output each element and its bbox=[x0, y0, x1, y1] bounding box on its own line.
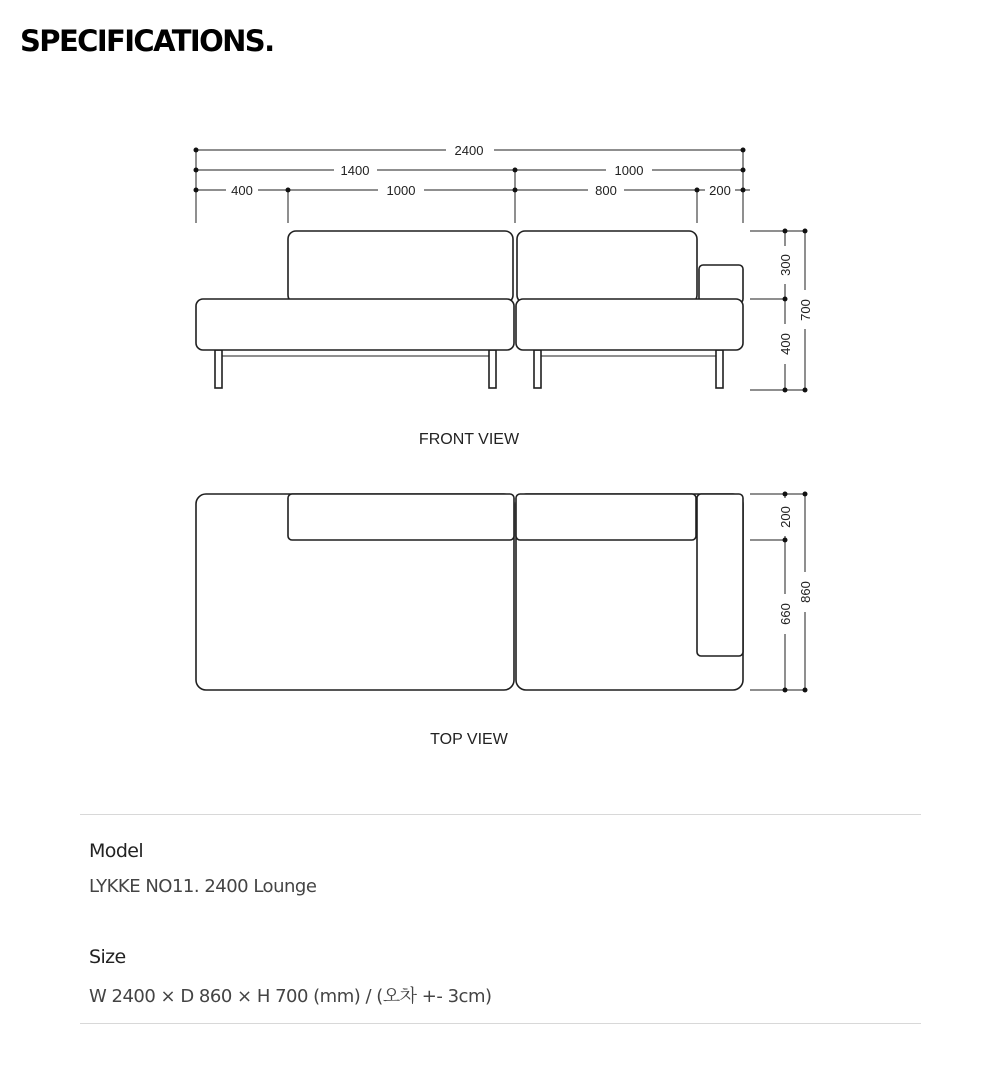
model-value: LYKKE NO11. 2400 Lounge bbox=[89, 876, 317, 897]
dim-right-module: 1000 bbox=[614, 163, 644, 178]
model-label: Model bbox=[89, 840, 144, 862]
dim-seat-height: 400 bbox=[778, 333, 793, 355]
top-view-sofa bbox=[196, 494, 743, 690]
size-value: W 2400 × D 860 × H 700 (mm) / (오차 +- 3cm) bbox=[89, 986, 492, 1007]
dim-total-depth: 860 bbox=[798, 581, 813, 603]
dim-total-height: 700 bbox=[798, 299, 813, 321]
size-label: Size bbox=[89, 946, 126, 968]
dim-left-module: 1400 bbox=[340, 163, 370, 178]
leg bbox=[215, 350, 222, 388]
front-view-sofa bbox=[196, 231, 743, 388]
armrest-top bbox=[697, 494, 743, 656]
front-view-label: FRONT VIEW bbox=[418, 431, 520, 448]
top-depth-dimensions bbox=[750, 492, 813, 693]
dim-overall-width: 2400 bbox=[454, 143, 484, 158]
leg bbox=[489, 350, 496, 388]
divider bbox=[80, 1023, 921, 1024]
left-seat-cushion bbox=[196, 299, 514, 350]
dim-right-back: 800 bbox=[595, 183, 617, 198]
divider bbox=[80, 814, 921, 815]
dim-chaise-extension: 400 bbox=[231, 183, 253, 198]
dim-back-height: 300 bbox=[778, 254, 793, 276]
page-title: SPECIFICATIONS. bbox=[20, 24, 274, 58]
dim-back-depth: 200 bbox=[778, 506, 793, 528]
dim-seat-depth: 660 bbox=[778, 603, 793, 625]
left-back-cushion bbox=[288, 231, 513, 303]
armrest bbox=[699, 265, 743, 303]
leg bbox=[716, 350, 723, 388]
front-width-dimensions bbox=[194, 143, 751, 223]
right-back-cushion bbox=[517, 231, 697, 303]
top-view-label: TOP VIEW bbox=[430, 731, 508, 748]
right-back-cushion-top bbox=[516, 494, 696, 540]
front-height-dimensions bbox=[750, 229, 813, 393]
leg bbox=[534, 350, 541, 388]
right-seat-cushion bbox=[516, 299, 743, 350]
dim-left-back: 1000 bbox=[386, 183, 416, 198]
dim-arm: 200 bbox=[709, 183, 731, 198]
left-back-cushion-top bbox=[288, 494, 514, 540]
